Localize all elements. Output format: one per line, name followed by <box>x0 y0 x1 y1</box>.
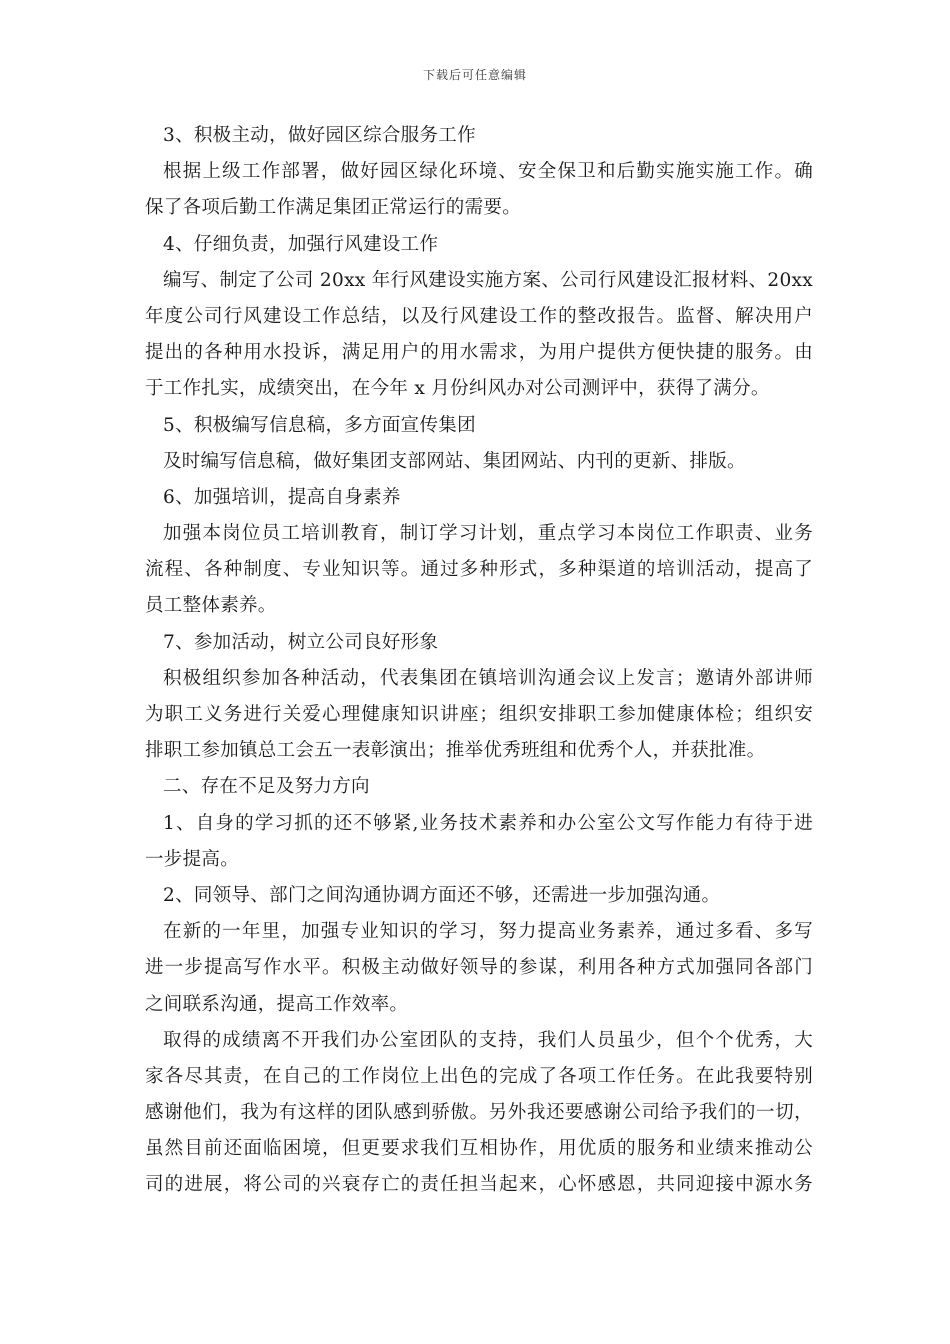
text-line: 感谢他们，我为有这样的团队感到骄傲。另外我还要感谢公司给予我们的一切， <box>145 1102 813 1124</box>
text-line: 二、存在不足及努力方向 <box>163 776 370 798</box>
text-line: 员工整体素养。 <box>145 595 277 617</box>
text-line: 加强本岗位员工培训教育，制订学习计划，重点学习本岗位工作职责、业务 <box>163 523 813 545</box>
text-line: 3、积极主动，做好园区综合服务工作 <box>163 125 476 146</box>
text-line: 司的进展，将公司的兴衰存亡的责任担当起来，心怀感恩，共同迎接中源水务 <box>145 1174 813 1196</box>
text-line: 进一步提高写作水平。积极主动做好领导的参谋，利用各种方式加强同各部门 <box>145 957 813 979</box>
text-line: 积极组织参加各种活动，代表集团在镇培训沟通会议上发言；邀请外部讲师 <box>163 667 813 689</box>
text-line: 1、自身的学习抓的还不够紧,业务技术素养和办公室公文写作能力有待于进 <box>163 812 813 834</box>
text-line: 虽然目前还面临困境，但更要求我们互相协作，用优质的服务和业绩来推动公 <box>145 1138 813 1160</box>
text-line: 根据上级工作部署，做好园区绿化环境、安全保卫和后勤实施实施工作。确 <box>163 161 813 183</box>
text-line: 提出的各种用水投诉，满足用户的用水需求，为用户提供方便快捷的服务。由 <box>145 342 813 364</box>
text-line: 取得的成绩离不开我们办公室团队的支持，我们人员虽少，但个个优秀，大 <box>163 1029 813 1051</box>
text-line: 家各尽其责，在自己的工作岗位上出色的完成了各项工作任务。在此我要特别 <box>145 1065 813 1087</box>
text-line: 编写、制定了公司 20xx 年行风建设实施方案、公司行风建设汇报材料、20xx <box>163 269 813 291</box>
text-line: 一步提高。 <box>145 848 240 870</box>
text-line: 之间联系沟通，提高工作效率。 <box>145 993 409 1015</box>
text-line: 5、积极编写信息稿，多方面宣传集团 <box>163 414 476 436</box>
text-line: 4、仔细负责，加强行风建设工作 <box>163 233 439 255</box>
text-line: 6、加强培训，提高自身素养 <box>163 486 401 508</box>
text-line: 流程、各种制度、专业知识等。通过多种形式，多种渠道的培训活动，提高了 <box>145 559 813 581</box>
text-line: 排职工参加镇总工会五一表彰演出；推举优秀班组和优秀个人，并获批准。 <box>145 740 766 762</box>
text-line: 在新的一年里，加强专业知识的学习，努力提高业务素养，通过多看、多写 <box>163 921 813 943</box>
document-body <box>145 118 813 1204</box>
text-line: 于工作扎实，成绩突出，在今年 x 月份纠风办对公司测评中，获得了满分。 <box>145 378 770 400</box>
text-line: 及时编写信息稿，做好集团支部网站、集团网站、内刊的更新、排版。 <box>163 450 746 472</box>
text-line: 年度公司行风建设工作总结，以及行风建设工作的整改报告。监督、解决用户 <box>145 305 813 327</box>
text-line: 保了各项后勤工作满足集团正常运行的需要。 <box>145 197 522 219</box>
page-header: 下载后可任意编辑 <box>422 68 527 82</box>
text-line: 2、同领导、部门之间沟通协调方面还不够，还需进一步加强沟通。 <box>163 884 721 906</box>
text-line: 7、参加活动，树立公司良好形象 <box>163 631 439 653</box>
text-line: 为职工义务进行关爱心理健康知识讲座；组织安排职工参加健康体检；组织安 <box>145 704 813 725</box>
